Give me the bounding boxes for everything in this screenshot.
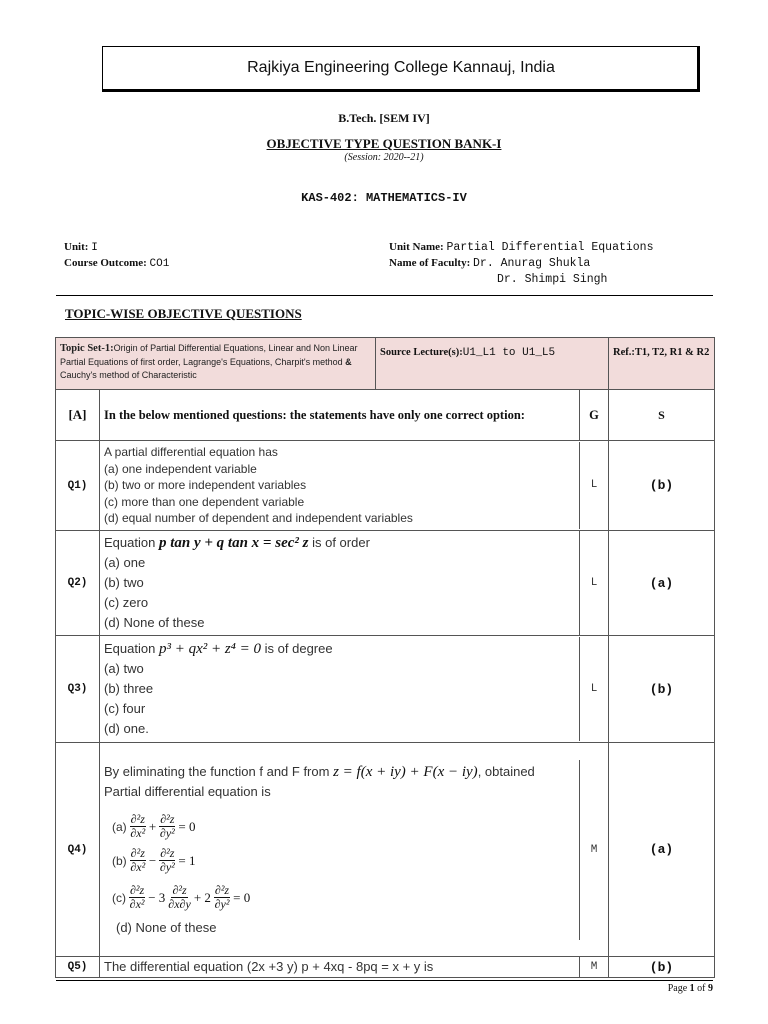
question-stem: A partial differential equation has (104, 445, 278, 460)
grade-value: M (579, 760, 608, 940)
topic-ampersand: & (345, 356, 352, 367)
instruction-row (56, 390, 715, 441)
unit-name-value: Partial Differential Equations (446, 241, 654, 254)
question-stem-post: , obtained (477, 763, 535, 779)
topic-row (56, 338, 715, 390)
unit-name-line (389, 241, 653, 254)
question-number: Q5) (56, 957, 100, 978)
question-stem-pre: Equation (104, 641, 156, 656)
question-stem-pre: By eliminating the function f and F from (104, 763, 330, 779)
grade-value: L (579, 442, 608, 529)
course-title: B.Tech. [SEM IV] (338, 111, 430, 125)
table-row (56, 531, 715, 636)
question-table (55, 337, 715, 978)
option-b: (b) two or more independent variables (104, 478, 307, 493)
table-row (56, 636, 715, 743)
unit-value: I (91, 242, 98, 254)
topic-text-2: Cauchy's method of Characteristic (60, 370, 197, 380)
topic-text: Origin of Partial Differential Equations, Linear and Non Linear Partial Equations of first order, Lagrange's Equations, Charpit's method (60, 343, 358, 367)
option-a: (a) one independent variable (104, 461, 257, 476)
option-c: (c) zero (104, 595, 149, 610)
option-a: (a) $\frac{\text{∂²z}}{\text{∂x²}}$ + $\frac{\text{∂²z}}{\text{∂y²}}$ = 0 (112, 812, 196, 840)
reference-text: Ref.:T1, T2, R1 & R2 (613, 347, 710, 358)
section-title: TOPIC-WISE OBJECTIVE QUESTIONS (65, 306, 302, 321)
question-stem-post: is of degree (264, 641, 333, 656)
table-row (56, 957, 715, 978)
unit-name-label: Unit Name: (389, 241, 444, 253)
option-c: (c) four (104, 701, 146, 716)
option-a: (a) one (104, 555, 146, 570)
source-cell (376, 338, 609, 390)
question-number: Q2) (56, 531, 100, 636)
subject-code: KAS-402: MATHEMATICS-IV (301, 191, 467, 205)
faculty-name-2: Dr. Shimpi Singh (497, 273, 608, 286)
source-value: U1_L1 to U1_L5 (462, 347, 556, 359)
outcome-label: Course Outcome: (64, 257, 147, 269)
college-name: Rajkiya Engineering College Kannauj, India (247, 59, 555, 76)
grade-header: G (579, 390, 608, 440)
topic-cell (56, 338, 376, 390)
question-number: Q3) (56, 636, 100, 743)
answer-value: (b) (609, 441, 715, 531)
question-equation: z = f(x + iy) + F(x − iy) (333, 763, 478, 780)
option-d: (d) equal number of dependent and independent variables (104, 511, 413, 526)
option-c: (c) more than one dependent variable (104, 494, 305, 509)
question-number: Q1) (56, 441, 100, 531)
option-c: (c) $\frac{\text{∂²z}}{\text{∂x²}}$ − 3 $\frac{\text{∂²z}}{\partial x\partial y}$ + 2 $\frac{\text{∂²z}}{\text{∂y²}}$ = 0 (112, 883, 251, 911)
option-d: (d) None of these (104, 615, 205, 630)
answer-value: (a) (609, 743, 715, 957)
instruction-text: In the below mentioned questions: the statements have only one correct option: (104, 407, 525, 422)
faculty-name-1: Dr. Anurag Shukla (473, 257, 591, 270)
footer-divider (56, 980, 713, 981)
answer-value: (b) (609, 636, 715, 743)
unit-label: Unit: (64, 241, 89, 253)
question-bank-title: OBJECTIVE TYPE QUESTION BANK-I (266, 136, 502, 151)
outcome-value: CO1 (149, 258, 170, 270)
grade-value: M (579, 957, 608, 977)
question-number: Q4) (56, 743, 100, 957)
question-stem-post: is of order (312, 535, 370, 550)
question-equation: p tan y + q tan x = sec² z (158, 535, 309, 551)
unit-line (64, 241, 98, 254)
faculty-line (389, 257, 590, 270)
question-stem: The differential equation (2x +3 y) p + 4xq - 8pq = x + y is (104, 959, 434, 974)
option-d: (d) one. (104, 721, 149, 736)
solution-header: S (609, 390, 715, 441)
table-row (56, 743, 715, 957)
question-stem-pre: Equation (104, 535, 156, 550)
grade-value: L (579, 531, 608, 635)
grade-value: L (579, 637, 608, 741)
table-row (56, 441, 715, 531)
source-label: Source Lecture(s): (380, 347, 463, 358)
session-label: (Session: 2020--21) (344, 152, 424, 163)
course-outcome-line (64, 257, 169, 270)
option-b: (b) $\frac{\text{∂²z}}{\text{∂x²}}$ − $\frac{\text{∂²z}}{\text{∂y²}}$ = 1 (112, 846, 196, 874)
option-b: (b) two (104, 575, 144, 590)
answer-value: (a) (609, 531, 715, 636)
header-divider (56, 295, 713, 296)
topic-label: Topic Set-1: (60, 343, 114, 354)
option-b: (b) three (104, 681, 154, 696)
reference-cell (609, 338, 715, 390)
answer-value: (b) (609, 957, 715, 978)
instruction-code: [A] (56, 390, 100, 441)
question-stem-line2: Partial differential equation is (104, 783, 271, 799)
page-number: Page 1 of 9 (667, 983, 713, 994)
option-d: (d) None of these (116, 919, 217, 935)
faculty-label: Name of Faculty: (389, 257, 471, 269)
question-equation: p³ + qx² + z⁴ = 0 (158, 641, 262, 657)
option-a: (a) two (104, 661, 144, 676)
